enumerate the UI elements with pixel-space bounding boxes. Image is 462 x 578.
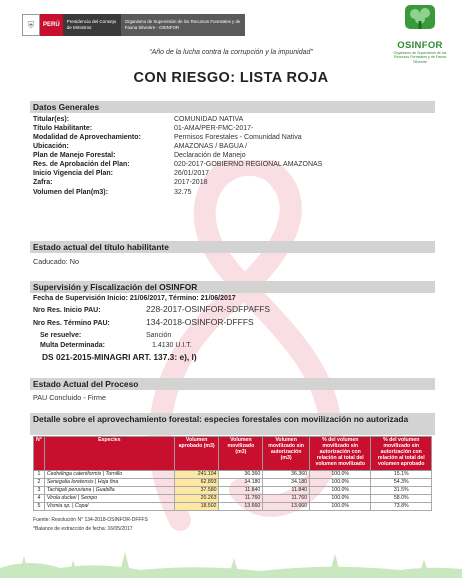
table-cell: 20.263 [174, 495, 219, 503]
column-header: % del volumen movilizado sin autorización con relación al total del volumen movilizado [310, 437, 371, 471]
table-cell: 11.760 [219, 495, 263, 503]
field-value: 26/01/2017 [174, 170, 210, 177]
process-status: PAU Concluido - Firme [33, 393, 106, 402]
field-row [33, 178, 208, 187]
caducado-status: Caducado: No [33, 257, 79, 266]
table-cell: 4 [34, 495, 45, 503]
table-cell: 100.0% [310, 503, 371, 511]
table-cell: 1 [34, 471, 45, 479]
section-supervision: Supervisión y Fiscalización del OSINFOR [30, 281, 435, 293]
column-header: N° [34, 437, 45, 471]
column-header: Especies [44, 437, 174, 471]
field-value: COMUNIDAD NATIVA [174, 116, 244, 123]
table-cell: 100.0% [310, 479, 371, 487]
table-cell: 34.180 [219, 479, 263, 487]
field-label: Titular(es): [33, 116, 70, 123]
table-cell: 15.1% [371, 471, 432, 479]
table-cell: 34.180 [263, 479, 310, 487]
field-label: Zafra: [33, 179, 53, 186]
table-cell: 11.840 [263, 487, 310, 495]
table-cell: 3 [34, 487, 45, 495]
field-value: 01-AMA/PER-FMC-2017- [174, 125, 254, 132]
field-row [33, 160, 323, 169]
table-cell: 100.0% [310, 495, 371, 503]
motto: “Año de la lucha contra la corrupción y la impunidad” [149, 49, 313, 56]
section-detalle: Detalle sobre el aprovechamiento forestal: especies forestales con movilización no autorizada [30, 413, 435, 435]
field-value: 228-2017-OSINFOR-SDFPAFFS [146, 304, 271, 314]
field-label: Se resuelve: [40, 332, 82, 339]
field-label: Modalidad de Aprovechamiento: [33, 134, 141, 141]
field-row [33, 317, 254, 328]
field-label: Título Habilitante: [33, 125, 93, 132]
field-row [33, 151, 246, 160]
section-datos-generales: Datos Generales [30, 101, 435, 113]
presidency-label: Presidencia del Consejo de Ministros [63, 14, 121, 36]
field-row [33, 188, 192, 197]
brand-subtitle: Organismo de Supervisión de los Recursos Forestales y de Fauna Silvestre [393, 51, 447, 64]
government-logo [22, 14, 245, 36]
table-cell: 13.660 [263, 503, 310, 511]
table-cell: Senegalia loretensis | Hoja fina [44, 479, 174, 487]
section-estado-proceso: Estado Actual del Proceso [30, 378, 435, 390]
column-header: Volumen movilizado sin autorización (m3) [263, 437, 310, 471]
table-row [34, 471, 432, 479]
field-row [40, 341, 192, 350]
table-cell: 5 [34, 503, 45, 511]
field-value: 134-2018-OSINFOR-DFFFS [146, 317, 254, 327]
section-estado-titulo: Estado actual del título habilitante [30, 241, 435, 253]
page-title: CON RIESGO: LISTA ROJA [133, 70, 329, 86]
field-row [33, 304, 271, 315]
field-row [33, 124, 254, 133]
supervision-dates [33, 294, 236, 303]
balance-note: *Balance de extracción de fecha: 16/05/2017 [33, 526, 133, 532]
field-label: Plan de Manejo Forestal: [33, 152, 116, 159]
field-label: Multa Determinada: [40, 342, 105, 349]
table-row [34, 487, 432, 495]
field-value: 2017-2018 [174, 179, 208, 186]
table-cell: Cedrelinga cateniformis | Tornillo [44, 471, 174, 479]
supervision-dates-text: Fecha de Supervisión Inicio: 21/06/2017, Término: 21/06/2017 [33, 295, 236, 302]
table-cell: 11.760 [263, 495, 310, 503]
brand-name: OSINFOR [397, 40, 443, 51]
table-cell: 54.3% [371, 479, 432, 487]
table-cell: 37.580 [174, 487, 219, 495]
table-cell: 36.360 [219, 471, 263, 479]
field-label: Nro Res. Inicio PAU: [33, 307, 101, 314]
field-row [33, 169, 210, 178]
field-value: Permisos Forestales - Comunidad Nativa [174, 134, 302, 141]
table-row [34, 503, 432, 511]
table-header-row [34, 437, 432, 471]
column-header: Volumen movilizado (m3) [219, 437, 263, 471]
table-cell: 100.0% [310, 487, 371, 495]
field-value: Sanción [146, 332, 172, 339]
table-row [34, 495, 432, 503]
source-note: Fuente: Resolución N° 134-2018-OSINFOR-DFFFS [33, 517, 148, 523]
table-row [34, 479, 432, 487]
table-cell: 241.104 [174, 471, 219, 479]
field-label: Res. de Aprobación del Plan: [33, 161, 130, 168]
field-value: 32.75 [174, 189, 192, 196]
column-header: Volumen aprobado (m3) [174, 437, 219, 471]
tree-logo-icon [403, 4, 437, 34]
table-cell: 18.502 [174, 503, 219, 511]
table-cell: 58.0% [371, 495, 432, 503]
peru-label: PERÚ [40, 14, 63, 36]
table-cell: 31.5% [371, 487, 432, 495]
table-cell: Virola duckei | Sempo [44, 495, 174, 503]
table-cell: 11.840 [219, 487, 263, 495]
field-value: 1.4130 U.I.T. [152, 342, 192, 349]
agency-label: Organismo de Supervisión de los Recursos Forestales y de Fauna Silvestre - OSINFOR [121, 14, 245, 36]
field-value: Declaración de Manejo [174, 152, 246, 159]
table-cell: 62.893 [174, 479, 219, 487]
table-cell: 100.0% [310, 471, 371, 479]
field-label: Inicio Vigencia del Plan: [33, 170, 114, 177]
table-cell: 2 [34, 479, 45, 487]
column-header: % del volumen movilizado sin autorización con relación al total del volumen aprobado [371, 437, 432, 471]
table-cell: 36.360 [263, 471, 310, 479]
species-table [33, 436, 432, 511]
table-cell: 73.8% [371, 503, 432, 511]
field-label: Volumen del Plan(m3): [33, 189, 108, 196]
table-cell: Vismia sp. | Copal [44, 503, 174, 511]
field-row [33, 133, 302, 142]
coat-of-arms-icon: ⛨ [22, 14, 40, 36]
legal-reference: DS 021-2015-MINAGRI ART. 137.3: e), l) [42, 352, 197, 362]
table-cell: Tachigali peruviana | Guabilla [44, 487, 174, 495]
field-value: AMAZONAS / BAGUA / [174, 143, 248, 150]
field-value: 020-2017-GOBIERNO REGIONAL AMAZONAS [174, 161, 323, 168]
field-label: Nro Res. Término PAU: [33, 320, 110, 327]
field-label: Ubicación: [33, 143, 69, 150]
field-row [33, 142, 248, 151]
field-row [33, 115, 244, 124]
table-cell: 13.660 [219, 503, 263, 511]
plants-decoration [0, 528, 462, 578]
field-row [40, 331, 172, 340]
